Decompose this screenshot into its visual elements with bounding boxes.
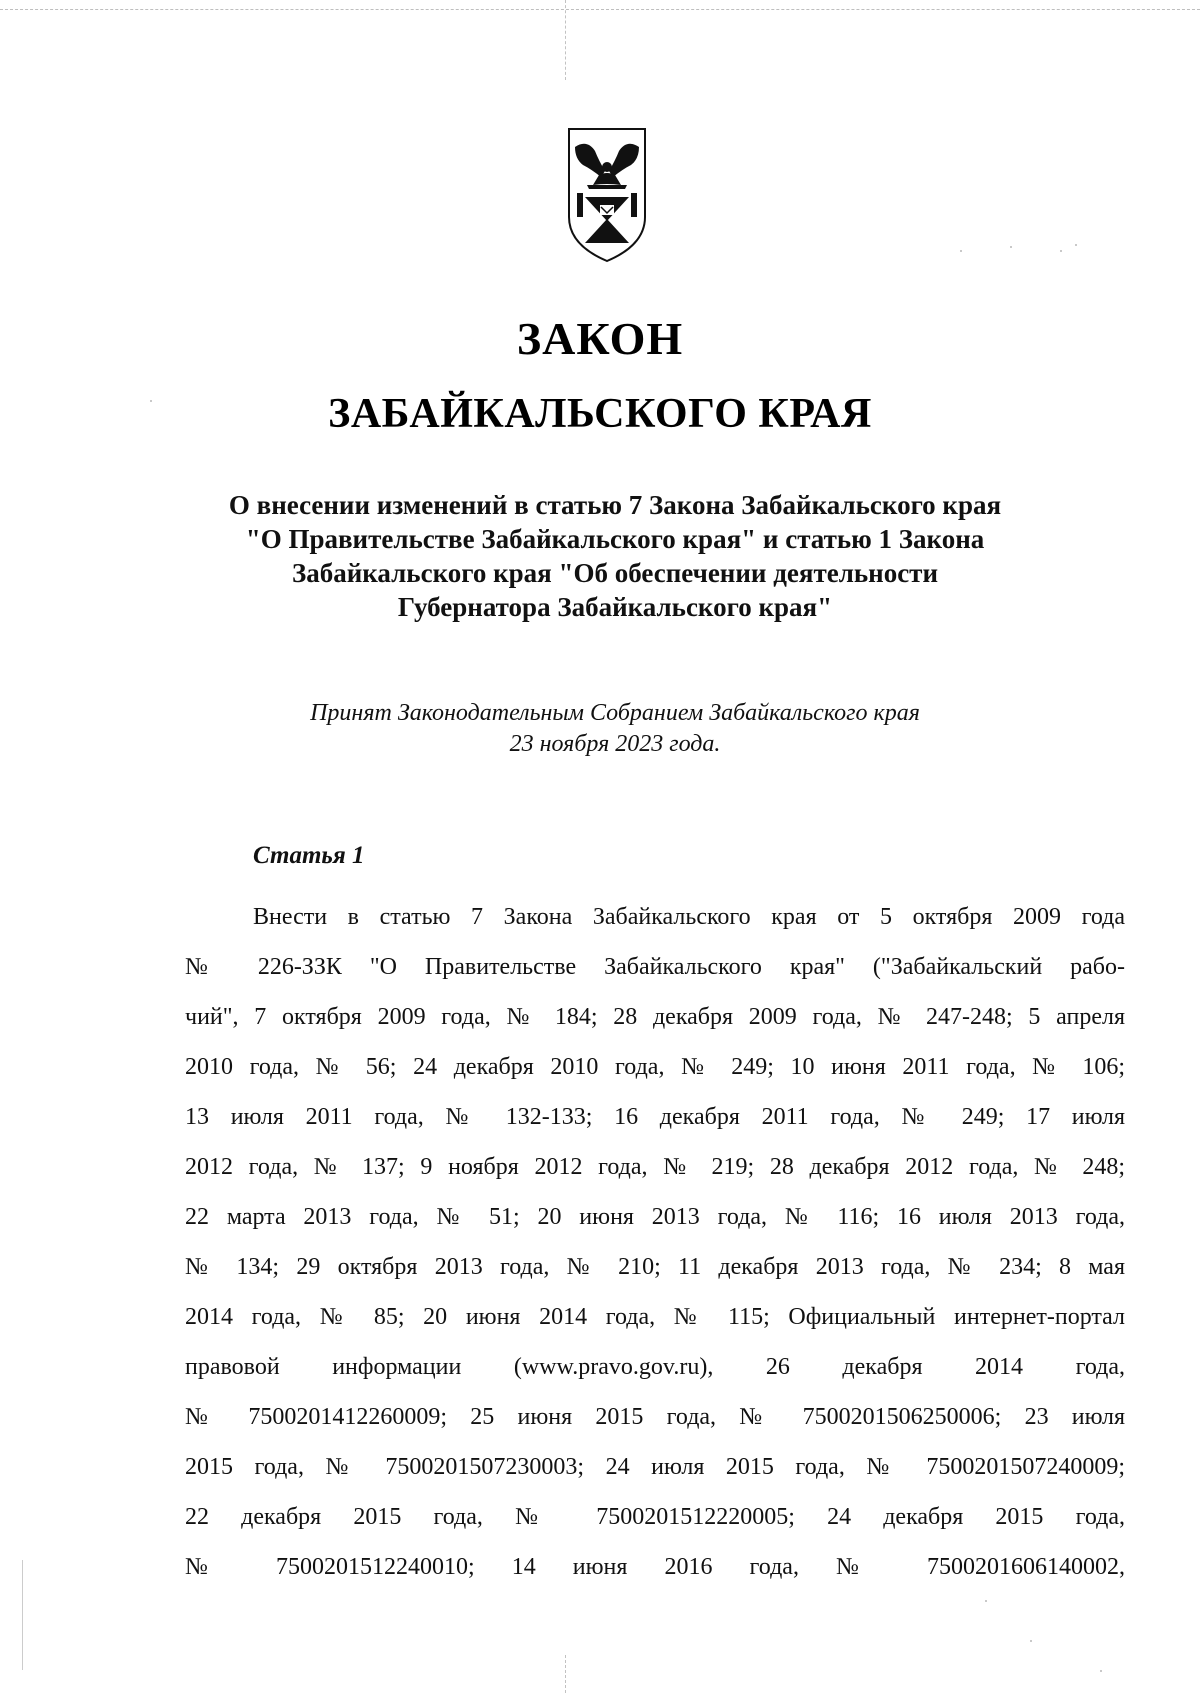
scan-speck [1100, 1670, 1102, 1672]
body-line: 22 марта 2013 года, № 51; 20 июня 2013 года, № 116; 16 июля 2013 года, [185, 1204, 1125, 1230]
body-line: 13 июля 2011 года, № 132-133; 16 декабря 2011 года, № 249; 17 июля [185, 1104, 1125, 1130]
body-line: 2015 года, № 7500201507230003; 24 июля 2015 года, № 7500201507240009; [185, 1454, 1125, 1480]
scan-edge-top [0, 9, 1200, 10]
body-line: № 7500201512240010; 14 июня 2016 года, № 7500201606140002, [185, 1554, 1125, 1580]
body-line: № 226-ЗЗК "О Правительстве Забайкальского края" ("Забайкальский рабо- [185, 954, 1125, 980]
article-1-heading: Статья 1 [253, 842, 365, 869]
scan-speck [960, 250, 962, 252]
law-title-line: Забайкальского края "Об обеспечении деятельности [291, 558, 939, 588]
scan-speck [150, 400, 152, 402]
body-line: 2010 года, № 56; 24 декабря 2010 года, № 249; 10 июня 2011 года, № 106; [185, 1054, 1125, 1080]
body-line: чий", 7 октября 2009 года, № 184; 28 декабря 2009 года, № 247-248; 5 апреля [185, 1004, 1125, 1030]
adoption-line: 23 ноября 2023 года. [509, 731, 721, 757]
scan-speck [1030, 1640, 1032, 1642]
body-line: 2014 года, № 85; 20 июня 2014 года, № 115; Официальный интернет-портал [185, 1304, 1125, 1330]
law-title-line: Губернатора Забайкальского края" [397, 592, 833, 622]
scan-edge-left [22, 1560, 23, 1670]
law-title-line: "О Правительстве Забайкальского края" и статью 1 Закона [245, 524, 985, 554]
scan-speck [985, 1600, 987, 1602]
fold-line-top [565, 0, 566, 80]
law-title [150, 488, 1080, 624]
body-line: 22 декабря 2015 года, № 7500201512220005; 24 декабря 2015 года, [185, 1504, 1125, 1530]
article-1-body [185, 892, 1125, 1592]
body-line: правовой информации (www.pravo.gov.ru), 26 декабря 2014 года, [185, 1354, 1125, 1380]
law-title-line: О внесении изменений в статью 7 Закона Забайкальского края [228, 490, 1002, 520]
scan-speck [1075, 244, 1077, 246]
document-heading-law: ЗАКОН [516, 313, 684, 364]
coat-of-arms-emblem [565, 125, 649, 265]
body-line: 2012 года, № 137; 9 ноября 2012 года, № 219; 28 декабря 2012 года, № 248; [185, 1154, 1125, 1180]
body-line: № 134; 29 октября 2013 года, № 210; 11 декабря 2013 года, № 234; 8 мая [185, 1254, 1125, 1280]
scan-speck [1060, 250, 1062, 252]
body-line: Внести в статью 7 Закона Забайкальского края от 5 октября 2009 года [253, 904, 1125, 930]
adoption-note [150, 698, 1080, 760]
fold-line-bottom [565, 1655, 566, 1693]
adoption-line: Принят Законодательным Собранием Забайкальского края [310, 700, 920, 726]
body-line: № 7500201412260009; 25 июня 2015 года, № 7500201506250006; 23 июля [185, 1404, 1125, 1430]
scan-speck [1010, 246, 1012, 248]
document-heading-region: ЗАБАЙКАЛЬСКОГО КРАЯ [328, 391, 872, 437]
